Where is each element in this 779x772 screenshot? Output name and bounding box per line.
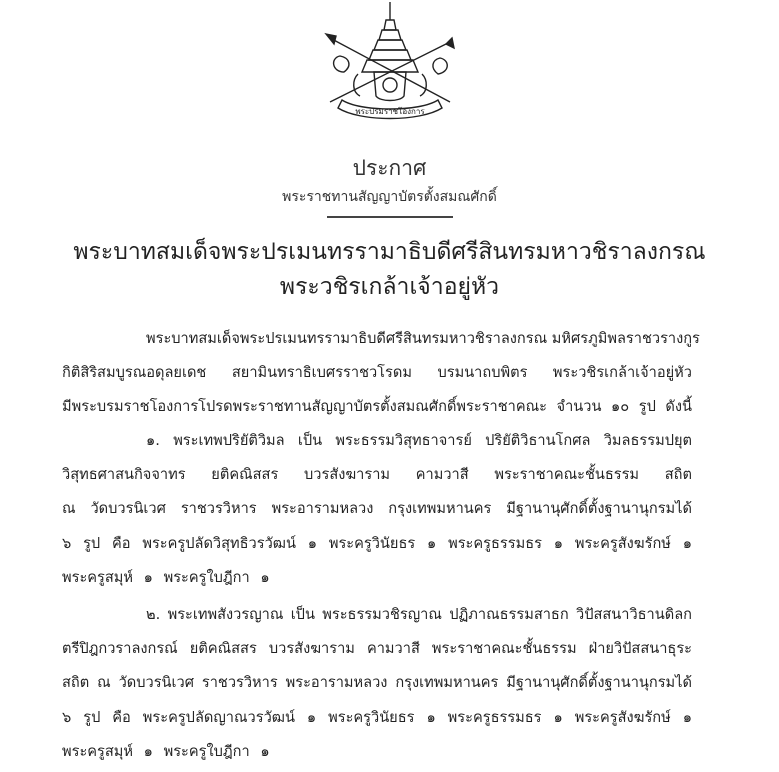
king-name-heading-line1: พระบาทสมเด็จพระปรเมนทรรามาธิบดีศรีสินทรมหาวชิราลงกรณ: [73, 239, 706, 265]
item-line: ๒. พระเทพสังวรญาณ เป็น พระธรรมวชิรญาณ ปฏิภาณธรรมสาธก วิปัสสนาวิธานดิลก: [146, 606, 692, 623]
item-line: ๖ รูป คือ พระครูปลัดญาณวรวัฒน์ ๑ พระครูวินัยธร ๑ พระครูธรรมธร ๑ พระครูสังฆรักษ์ ๑: [62, 709, 692, 726]
item-line: พระครูสมุห์ ๑ พระครูใบฎีกา ๑: [62, 569, 270, 586]
item-line: ๑. พระเทพปริยัติวิมล เป็น พระธรรมวิสุทธาจารย์ ปริยัติวิธานโกศล วิมลธรรมปยุต: [146, 432, 692, 449]
item-line: พระครูสมุห์ ๑ พระครูใบฎีกา ๑: [62, 743, 270, 760]
item-line: ตรีปิฎกวราลงกรณ์ ยติคณิสสร บวรสังฆาราม คามวาสี พระราชาคณะชั้นธรรม ฝ่ายวิปัสสนาธุระ: [62, 640, 692, 657]
item-line: ๖ รูป คือ พระครูปลัดวิสุทธิวรวัฒน์ ๑ พระครูวินัยธร ๑ พระครูธรรมธร ๑ พระครูสังฆรักษ์ ๑: [62, 535, 692, 552]
emblem-banner-text: พระปรมราชโองการ: [355, 107, 425, 116]
intro-line: พระบาทสมเด็จพระปรเมนทรรามาธิบดีศรีสินทรมหาวชิราลงกรณ มหิศรภูมิพลราชวรางกูร: [146, 330, 700, 347]
royal-emblem: [300, 0, 480, 130]
intro-line: มีพระบรมราชโองการโปรดพระราชทานสัญญาบัตรตั้งสมณศักดิ์พระราชาคณะ จำนวน ๑๐ รูป ดังนี้: [62, 398, 692, 415]
garuda-royal-emblem-icon: [300, 0, 480, 130]
document-subtitle: พระราชทานสัญญาบัตรตั้งสมณศักดิ์: [282, 189, 497, 205]
title-divider: [327, 216, 453, 218]
document-title: ประกาศ: [352, 156, 427, 180]
item-line: วิสุทธศาสนกิจจาทร ยติคณิสสร บวรสังฆาราม คามวาสี พระราชาคณะชั้นธรรม สถิต: [62, 466, 692, 483]
item-line: ณ วัดบวรนิเวศ ราชวรวิหาร พระอารามหลวง กรุงเทพมหานคร มีฐานานุศักดิ์ตั้งฐานานุกรมได้: [62, 500, 692, 517]
intro-line: กิติสิริสมบูรณอดุลยเดช สยามินทราธิเบศรราชวโรดม บรมนาถบพิตร พระวชิรเกล้าเจ้าอยู่หัว: [62, 364, 692, 381]
king-name-heading-line2: พระวชิรเกล้าเจ้าอยู่หัว: [279, 274, 500, 300]
item-line: สถิต ณ วัดบวรนิเวศ ราชวรวิหาร พระอารามหลวง กรุงเทพมหานคร มีฐานานุศักดิ์ตั้งฐานานุกรมได้: [62, 674, 692, 691]
